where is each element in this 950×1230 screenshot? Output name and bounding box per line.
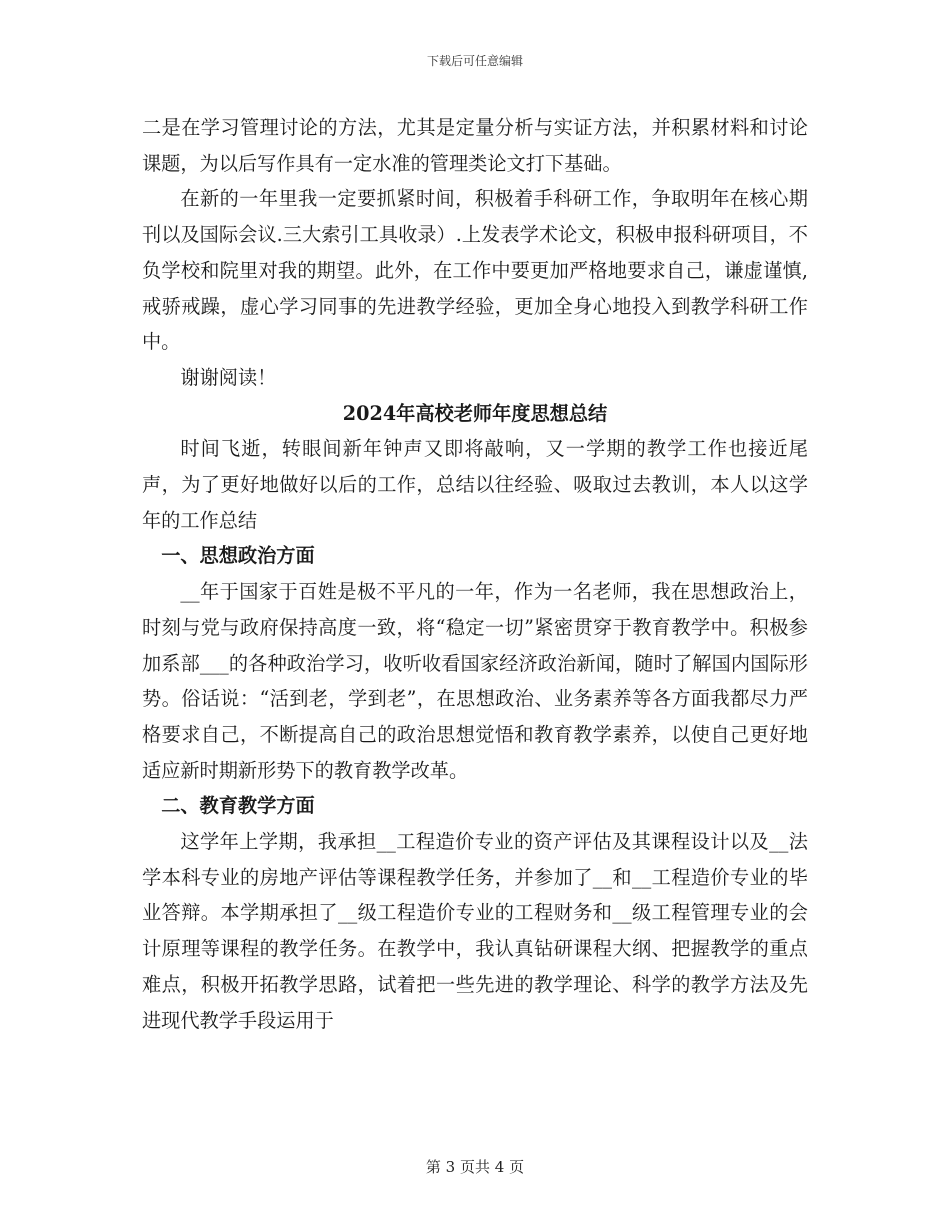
page-footer: 第 3 页共 4 页 [425, 1158, 525, 1176]
paragraph-continued: 二是在学习管理讨论的方法，尤其是定量分析与实证方法，并积累材料和讨论课题，为以后写作具有一定水准的管理类论文打下基础。 [142, 116, 808, 175]
document-title: 2024年高校老师年度思想总结 [342, 401, 608, 425]
paragraph-intro: 时间飞逝，转眼间新年钟声又即将敲响，又一学期的教学工作也接近尾声，为了更好地做好以后的工作，总结以往经验、吸取过去教训，本人以这学年的工作总结 [142, 437, 808, 532]
paragraph-plan: 在新的一年里我一定要抓紧时间，积极着手科研工作，争取明年在核心期刊以及国际会议.三大索引工具收录）.上发表学术论文，积极申报科研项目，不负学校和院里对我的期望。此外，在工作中要更加严格地要求自己，谦虚谨慎,戒骄戒躁，虚心学习同事的先进教学经验，更加全身心地投入到教学科研工作中。 [142, 187, 808, 354]
paragraph-thanks: 谢谢阅读！ [180, 365, 277, 389]
paragraph-teaching: 这学年上学期，我承担__工程造价专业的资产评估及其课程设计以及__法学本科专业的房地产评估等课程教学任务，并参加了__和__工程造价专业的毕业答辩。本学期承担了__级工程造价专业的工程财务和__级工程管理专业的会计原理等课程的教学任务。在教学中，我认真钻研课程大纲、把握教学的重点难点，积极开拓教学思路，试着把一些先进的教学理论、科学的教学方法及先进现代教学手段运用于 [142, 830, 808, 1032]
section-heading-teaching: 二、教育教学方面 [161, 794, 315, 818]
document-body [142, 110, 808, 1038]
page-header: 下载后可任意编辑 [426, 54, 523, 68]
paragraph-ideology: __年于国家于百姓是极不平凡的一年，作为一名老师，我在思想政治上，时刻与党与政府保持高度一致，将“稳定一切”紧密贯穿于教育教学中。积极参加系部___的各种政治学习，收听收看国家经济政治新闻，随时了解国内国际形势。俗话说：“活到老，学到老”，在思想政治、业务素养等各方面我都尽力严格要求自己，不断提高自己的政治思想觉悟和教育教学素养，以使自己更好地适应新时期新形势下的教育教学改革。 [142, 580, 808, 782]
section-heading-ideology: 一、思想政治方面 [161, 544, 315, 568]
